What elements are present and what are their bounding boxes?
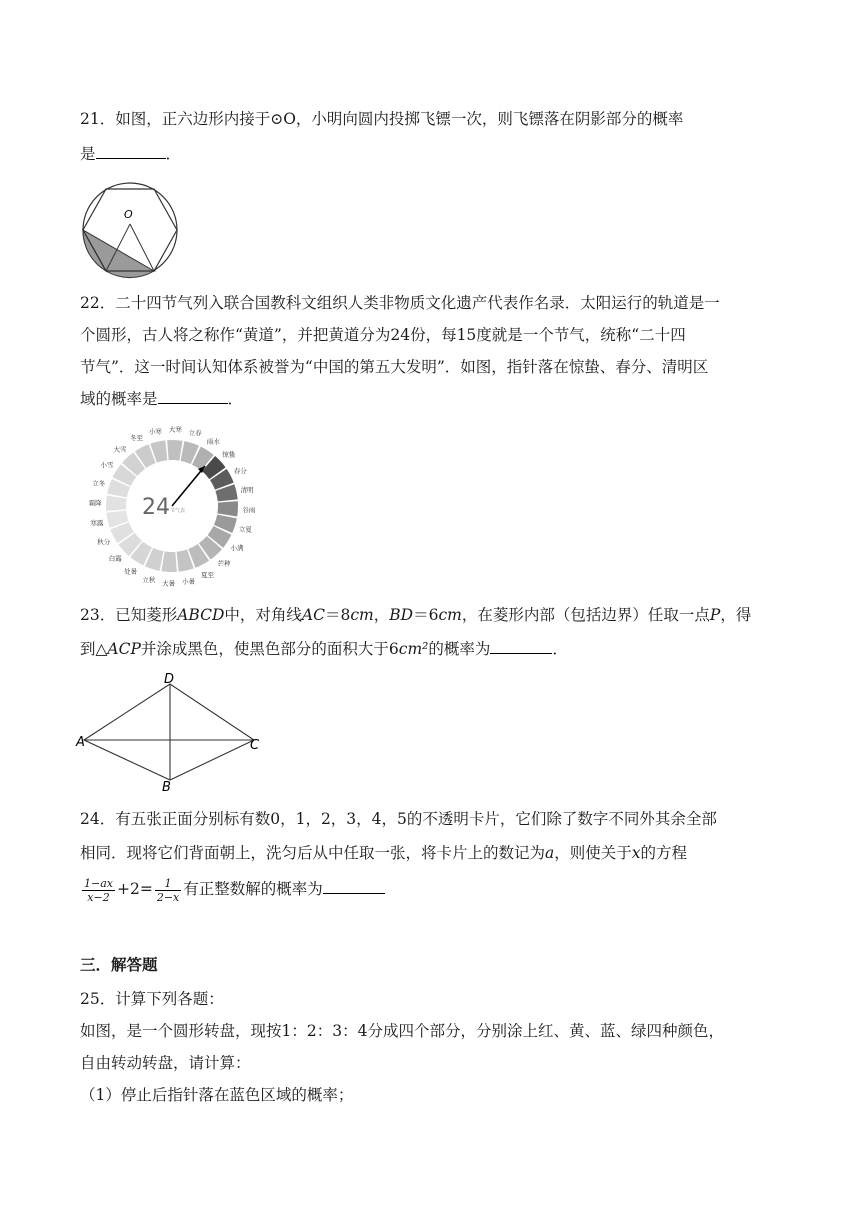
- q23-t2: ABCD: [177, 606, 225, 624]
- wheel-term-label: 寒露: [90, 519, 104, 528]
- q24-line-1: 24．有五张正面分别标有数0，1，2，3，4，5的不透明卡片，它们除了数字不同外其余全部: [80, 810, 717, 828]
- frac2-numerator: 1: [155, 877, 181, 891]
- q21-line-2-text: 是: [80, 145, 96, 163]
- wheel-term-label: 大暑: [162, 579, 176, 588]
- wheel-term-label: 冬至: [129, 434, 143, 443]
- q21-end: ．: [165, 145, 182, 163]
- q24-plus: +2=: [116, 880, 153, 898]
- q23-t4: AC: [301, 606, 325, 624]
- wheel-term-label: 雨水: [206, 437, 220, 446]
- wheel-term-label: 惊蛰: [222, 450, 236, 459]
- wheel-term-label: 立夏: [238, 525, 252, 534]
- wheel-term-label: 白露: [108, 554, 122, 563]
- wheel-term-label: 夏至: [201, 570, 215, 579]
- q22-answer-blank[interactable]: [158, 389, 228, 404]
- rhombus-figure: [74, 672, 270, 794]
- q23-t14: 到△: [80, 640, 108, 658]
- section-3-heading: 三．解答题: [80, 955, 158, 974]
- frac1-numerator: 1−ax: [84, 876, 113, 890]
- q22-end: ．: [227, 390, 244, 408]
- q25-line-1: 25．计算下列各题：: [80, 990, 224, 1008]
- q22-line-3: 节气”．这一时间认知体系被誉为“中国的第五大发明”．如图，指针落在惊蛰、春分、清明区: [80, 358, 709, 376]
- q24-t3: ，则使关于: [554, 844, 632, 862]
- q24-fraction-1: [82, 877, 115, 904]
- wheel-term-label: 大雪: [113, 445, 127, 454]
- q23-t9: ＝6: [413, 606, 439, 624]
- q21-line-2: [80, 143, 181, 165]
- wheel-term-label: 小暑: [182, 577, 196, 586]
- q23-line-1: [80, 604, 751, 626]
- q23-t8: BD: [389, 606, 414, 624]
- q24-t1: 相同．现将它们背面朝上，洗匀后从中任取一张，将卡片上的数记为: [80, 844, 546, 862]
- wheel-term-label: 小满: [230, 543, 244, 552]
- wheel-term-label: 大寒: [168, 425, 182, 434]
- q24-t4: x: [631, 844, 641, 862]
- wheel-segment: [217, 501, 238, 516]
- q25-line-3: 自由转动转盘，请计算：: [80, 1054, 251, 1072]
- q23-line-2: [80, 638, 568, 660]
- wheel-center-small: 节气表: [170, 508, 186, 514]
- q24-answer-blank[interactable]: [323, 879, 385, 894]
- wheel-term-label: 处暑: [124, 567, 138, 576]
- q23-answer-blank[interactable]: [490, 639, 552, 654]
- q24-t2: a: [545, 844, 555, 862]
- q23-t11: ，在菱形内部（包括边界）任取一点: [461, 606, 710, 624]
- q23-t1: 23．已知菱形: [80, 606, 178, 624]
- wheel-segment: [161, 551, 176, 572]
- wheel-term-label: 秋分: [97, 538, 111, 547]
- wheel-segment: [167, 440, 182, 461]
- q22-line-1: 22．二十四节气列入联合国教科文组织人类非物质文化遗产代表作名录．太阳运行的轨道是一: [80, 294, 720, 312]
- wheel-term-label: 立秋: [142, 575, 156, 584]
- q24-t5: 的方程: [640, 844, 688, 862]
- wheel-term-label: 芒种: [217, 559, 231, 568]
- q25-line-2: 如图，是一个圆形转盘，现按1：2：3：4分成四个部分，分别涂上红、黄、蓝、绿四种颜色，: [80, 1022, 724, 1040]
- center-o-label: O: [124, 208, 133, 221]
- wheel-term-label: 谷雨: [242, 505, 256, 514]
- q22-line-4: [80, 388, 243, 410]
- q23-end: ．: [552, 640, 568, 658]
- q21-answer-blank[interactable]: [96, 144, 166, 159]
- q23-t13: ，得: [720, 606, 752, 624]
- q22-line-2: 个圆形，古人将之称作“黄道”，并把黄道分为24份，每15度就是一个节气，统称“二十四: [80, 326, 686, 344]
- wheel-term-label: 清明: [240, 485, 254, 494]
- wheel-center-number: 24: [142, 495, 170, 520]
- q23-t17: cm²: [398, 640, 429, 658]
- wheel-term-label: 立春: [188, 429, 202, 438]
- q23-t5: ＝8: [324, 606, 351, 624]
- wheel-term-label: 霜降: [88, 499, 102, 508]
- vertex-a-label: A: [76, 735, 85, 750]
- q24-fraction-2: [155, 877, 181, 904]
- q23-t3: 中，对角线: [224, 606, 302, 624]
- q21-line-1: 21．如图，正六边形内接于⊙O，小明向圆内投掷飞镖一次，则飞镖落在阴影部分的概率: [80, 110, 684, 128]
- hexagon-in-circle-figure: [74, 180, 186, 278]
- q23-t18: 的概率为: [428, 640, 491, 658]
- wheel-term-label: 春分: [233, 466, 247, 475]
- solar-terms-wheel-figure: [80, 418, 256, 590]
- wheel-term-label: 立冬: [92, 479, 106, 488]
- q24-line-3: [80, 874, 385, 904]
- wheel-segment: [106, 495, 127, 510]
- q23-t6: cm: [350, 606, 374, 624]
- q23-t7: ，: [373, 606, 390, 624]
- wheel-term-label: 小寒: [148, 427, 162, 436]
- vertex-b-label: B: [162, 780, 171, 795]
- wheel-term-label: 小雪: [100, 461, 114, 470]
- q25-line-4: （1）停止后指针落在蓝色区域的概率；: [80, 1086, 354, 1104]
- q23-t10: cm: [438, 606, 462, 624]
- q24-line-2: [80, 842, 687, 864]
- vertex-d-label: D: [164, 672, 175, 687]
- q23-t12: P: [709, 606, 721, 624]
- q23-t15: ACP: [107, 640, 141, 658]
- vertex-c-label: C: [250, 738, 260, 753]
- q23-t16: 并涂成黑色，使黑色部分的面积大于6: [140, 640, 399, 658]
- frac1-denominator: x−2: [87, 890, 110, 904]
- q24-tail: 有正整数解的概率为: [183, 880, 323, 898]
- q22-line-4-text: 域的概率是: [80, 390, 158, 408]
- frac2-denominator: 2−x: [156, 890, 180, 904]
